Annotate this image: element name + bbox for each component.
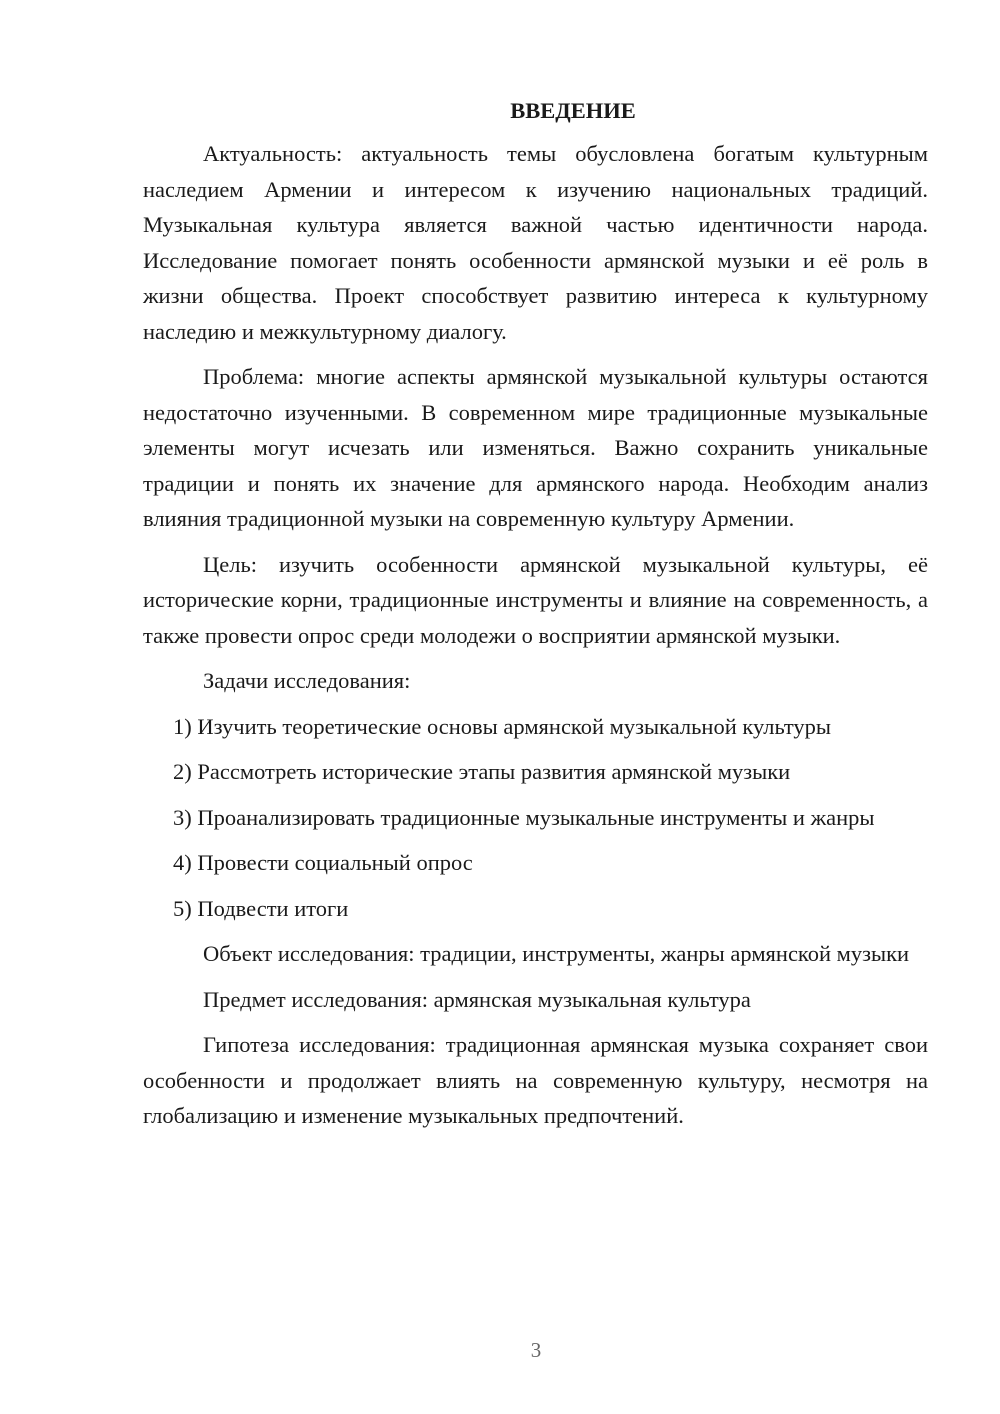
- paragraph-hypothesis: Гипотеза исследования: традиционная армянская музыка сохраняет свои особенности и продолжает влиять на современную культуру, несмотря на глобализацию и изменение музыкальных предпочтений.: [143, 1032, 928, 1128]
- tasks-heading: Задачи исследования:: [203, 668, 411, 693]
- paragraph-relevance: Актуальность: актуальность темы обусловлена богатым культурным наследием Армении и интересом к изучению национальных традиций. Музыкальная культура является важной частью идентичности народа. Исследование помогает понять особенности армянской музыки и её роль в жизни общества. Проект способствует развитию интереса к культурному наследию и межкультурному диалогу.: [143, 141, 928, 344]
- paragraph-subject: Предмет исследования: армянская музыкальная культура: [203, 986, 751, 1012]
- task-item-3: 3) Проанализировать традиционные музыкальные инструменты и жанры: [173, 804, 875, 830]
- section-title: ВВЕДЕНИЕ: [510, 98, 636, 123]
- task-item-5: 5) Подвести итоги: [173, 895, 349, 921]
- paragraph-problem: Проблема: многие аспекты армянской музыкальной культуры остаются недостаточно изученными. В современном мире традиционные музыкальные элементы могут исчезать или изменяться. Важно сохранить уникальные традиции и понять их значение для армянского народа. Необходим анализ влияния традиционной музыки на современную культуру Армении.: [143, 364, 928, 531]
- task-item-1: 1) Изучить теоретические основы армянской музыкальной культуры: [173, 713, 832, 739]
- task-item-4: 4) Провести социальный опрос: [173, 850, 473, 875]
- task-item-2: 2) Рассмотреть исторические этапы развития армянской музыки: [173, 759, 791, 784]
- paragraph-object: Объект исследования: традиции, инструменты, жанры армянской музыки: [203, 941, 910, 966]
- page-content: [143, 93, 928, 1144]
- page-number: 3: [530, 1338, 542, 1362]
- paragraph-goal: Цель: изучить особенности армянской музыкальной культуры, её исторические корни, традиционные инструменты и влияние на современность, а также провести опрос среди молодежи о восприятии армянской музыки.: [143, 551, 928, 648]
